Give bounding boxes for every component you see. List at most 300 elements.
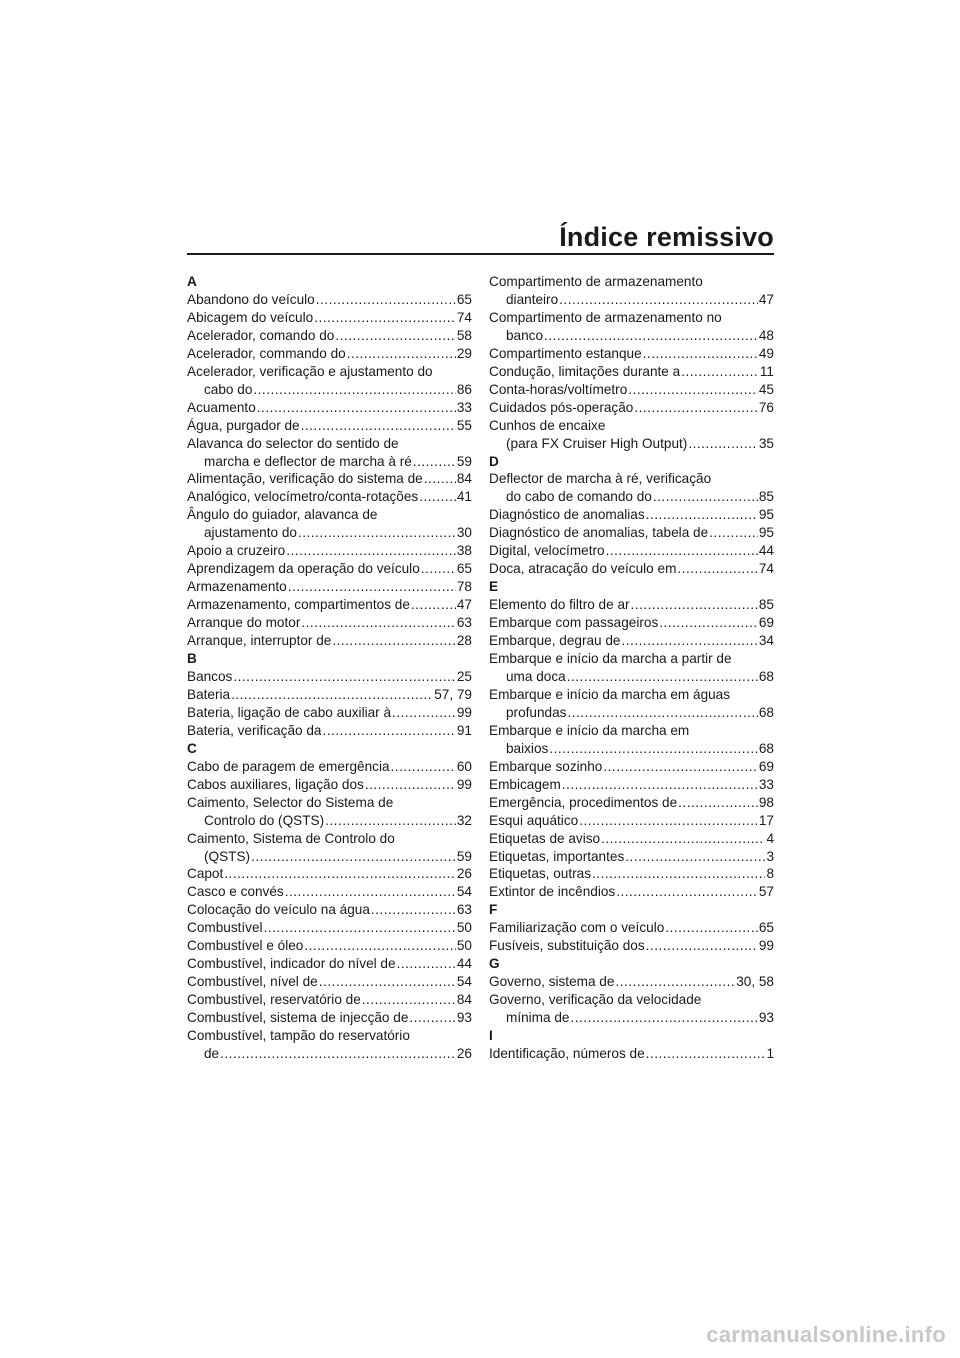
index-section-letter: B: [187, 651, 197, 667]
dot-leader: [579, 812, 758, 830]
index-entry-line: [489, 435, 774, 453]
index-section-letter: F: [489, 902, 498, 918]
index-entry: [489, 345, 774, 363]
index-entry-text: mínima de: [506, 1010, 570, 1026]
index-entry-text: Cuidados pós-operação: [489, 399, 634, 415]
index-entry-line: [489, 1045, 774, 1063]
index-entry-line: [489, 830, 774, 848]
dot-leader: [592, 865, 765, 883]
index-entry-line: [187, 381, 472, 399]
index-entry-line: [489, 686, 774, 704]
index-entry-line: [187, 776, 472, 794]
index-entry: [489, 381, 774, 399]
dot-leader: [653, 488, 758, 506]
index-entry-text: Controlo do (QSTS): [204, 812, 325, 828]
index-entry: [187, 578, 472, 596]
index-page-number: 34: [758, 633, 774, 649]
index-entry-line: [489, 524, 774, 542]
index-entry-line: [489, 865, 774, 883]
index-entry: [187, 363, 472, 399]
index-entry-text: Embarque e início da marcha a partir de: [489, 651, 732, 667]
dot-leader: [646, 506, 758, 524]
index-entry-text: dianteiro: [506, 291, 559, 307]
index-entry: [489, 506, 774, 524]
index-entry-line: [187, 327, 472, 345]
index-entry-text: baixios: [506, 740, 549, 756]
index-entry: [187, 488, 472, 506]
index-entry-text: Combustível, sistema de injecção de: [187, 1010, 409, 1026]
index-entry-text: Embarque e início da marcha em: [489, 722, 690, 738]
index-entry-line: [489, 488, 774, 506]
index-entry-text: Colocação do veículo na água: [187, 902, 370, 918]
index-page-number: 45: [758, 381, 774, 397]
index-page-number: 65: [456, 291, 472, 307]
dot-leader: [646, 937, 758, 955]
index-entry: [187, 919, 472, 937]
index-entry-text: profundas: [506, 704, 567, 720]
index-entry-line: [489, 1009, 774, 1027]
index-page-number: 48: [758, 327, 774, 343]
dot-leader: [251, 848, 456, 866]
index-column-right: [489, 273, 774, 1063]
index-entry: [489, 524, 774, 542]
index-page-number: 60: [456, 758, 472, 774]
index-entry-line: [187, 488, 472, 506]
index-entry: [489, 830, 774, 848]
index-page-number: 57: [758, 884, 774, 900]
index-page-number: 86: [456, 381, 472, 397]
index-entry: [489, 309, 774, 345]
index-page-number: 74: [758, 561, 774, 577]
index-entry-line: [187, 363, 472, 381]
index-page-number: 47: [758, 291, 774, 307]
index-page-number: 65: [758, 920, 774, 936]
index-page-number: 25: [456, 668, 472, 684]
index-entry-text: Cunhos de encaixe: [489, 417, 606, 433]
dot-leader: [678, 794, 758, 812]
index-entry-text: Etiquetas, outras: [489, 866, 592, 882]
index-entry-line: [489, 937, 774, 955]
index-entry-line: [187, 309, 472, 327]
index-entry: [187, 937, 472, 955]
index-entry: [187, 758, 472, 776]
index-page-number: 98: [758, 794, 774, 810]
index-page-number: 91: [456, 722, 472, 738]
index-entry: [187, 417, 472, 435]
index-entry-line: [489, 740, 774, 758]
index-section-letter: G: [489, 956, 500, 972]
index-entry: [187, 865, 472, 883]
index-page-number: 50: [456, 920, 472, 936]
index-entry: [187, 596, 472, 614]
index-entry-text: Acelerador, comando do: [187, 327, 335, 343]
dot-leader: [231, 686, 433, 704]
index-entry-text: Compartimento de armazenamento: [489, 274, 703, 289]
index-entry-line: [489, 327, 774, 345]
dot-leader: [622, 632, 758, 650]
index-page-number: 28: [456, 633, 472, 649]
index-entry-text: Fusíveis, substituição dos: [489, 938, 645, 954]
index-entry-line: [489, 291, 774, 309]
watermark: carmanualsonline.info: [706, 1322, 946, 1347]
dot-leader: [606, 542, 758, 560]
index-entry-line: [187, 668, 472, 686]
index-entry-line: [187, 596, 472, 614]
index-entry-line: [489, 776, 774, 794]
index-page-number: 8: [766, 866, 774, 882]
dot-leader: [631, 596, 758, 614]
index-entry: [489, 686, 774, 722]
index-entry-text: uma doca: [506, 668, 566, 684]
index-page-number: 76: [758, 399, 774, 415]
index-section-letter: A: [187, 274, 197, 289]
index-entry-text: Abicagem do veículo: [187, 309, 314, 325]
index-entry-line: [489, 417, 774, 435]
index-entry: [489, 991, 774, 1027]
dot-leader: [397, 955, 456, 973]
index-entry-text: Armazenamento: [187, 579, 287, 595]
index-entry-line: [489, 399, 774, 417]
index-entry-line: [489, 650, 774, 668]
dot-leader: [634, 399, 758, 417]
index-entry-line: [187, 991, 472, 1009]
index-page-number: 35: [758, 435, 774, 451]
index-entry-text: Embarque e início da marcha em águas: [489, 686, 731, 702]
index-entry-text: Bateria, ligação de cabo auxiliar à: [187, 704, 392, 720]
dot-leader: [559, 291, 758, 309]
index-page-number: 59: [456, 453, 472, 469]
index-entry: [489, 596, 774, 614]
index-entry-line: [187, 291, 472, 309]
index-page-number: 17: [758, 812, 774, 828]
index-entry-line: [187, 524, 472, 542]
index-page-number: 68: [758, 668, 774, 684]
dot-leader: [659, 614, 758, 632]
dot-leader: [567, 668, 758, 686]
index-page-number: 4: [766, 830, 774, 846]
dot-leader: [301, 417, 456, 435]
index-entry-text: Abandono do veículo: [187, 291, 315, 307]
index-section-letter: D: [489, 453, 499, 469]
index-entry-line: [489, 363, 774, 381]
index-entry: [489, 542, 774, 560]
index-entry-text: banco: [506, 327, 544, 343]
index-page-number: 49: [758, 345, 774, 361]
dot-leader: [681, 363, 759, 381]
index-entry: [489, 722, 774, 758]
index-entry: [187, 435, 472, 471]
index-page-number: 95: [758, 507, 774, 523]
index-entry-text: Combustível, reservatório de: [187, 992, 361, 1008]
index-entry-text: Analógico, velocímetro/conta-rotações: [187, 489, 419, 505]
dot-leader: [347, 345, 456, 363]
index-entry-text: Embarque, degrau de: [489, 633, 621, 649]
dot-leader: [298, 524, 456, 542]
index-entry: [489, 632, 774, 650]
title-rule: [187, 253, 774, 255]
page-title: Índice remissivo: [559, 222, 774, 252]
index-entry-line: [489, 758, 774, 776]
index-page-number: 58: [456, 327, 472, 343]
index-entry-line: [187, 453, 472, 471]
index-entry: [187, 722, 472, 740]
index-entry: [187, 614, 472, 632]
dot-leader: [371, 901, 456, 919]
dot-leader: [419, 488, 456, 506]
index-page-number: 78: [456, 579, 472, 595]
index-entry-line: [489, 919, 774, 937]
dot-leader: [567, 704, 757, 722]
dot-leader: [413, 453, 456, 471]
index-column-left: [187, 273, 472, 1063]
index-entry-line: [489, 470, 774, 488]
index-entry-line: [489, 309, 774, 327]
dot-leader: [288, 578, 456, 596]
index-entry-text: Combustível, indicador do nível de: [187, 956, 396, 972]
index-entry: [489, 937, 774, 955]
index-entry-text: Etiquetas, importantes: [489, 848, 625, 864]
index-page-number: 84: [456, 992, 472, 1008]
index-entry: [489, 812, 774, 830]
index-entry-line: [187, 973, 472, 991]
index-entry-line: [187, 722, 472, 740]
index-entry-text: Governo, sistema de: [489, 974, 615, 990]
index-page-number: 33: [758, 776, 774, 792]
index-page-number: 63: [456, 615, 472, 631]
index-page-number: 57, 79: [434, 686, 472, 702]
index-entry-text: ajustamento do: [204, 525, 297, 541]
index-entry-text: Extintor de incêndios: [489, 884, 616, 900]
dot-leader: [335, 327, 456, 345]
index-entry: [187, 309, 472, 327]
index-entry: [187, 1027, 472, 1063]
dot-leader: [677, 560, 757, 578]
index-entry-text: Arranque do motor: [187, 615, 301, 631]
index-entry-text: Alavanca do selector do sentido de: [187, 435, 399, 451]
index-entry-text: Água, purgador de: [187, 417, 300, 433]
dot-leader: [628, 381, 758, 399]
index-entry: [489, 470, 774, 506]
index-entry-text: Embarque sozinho: [489, 758, 603, 774]
index-page-number: 69: [758, 758, 774, 774]
index-entry: [489, 973, 774, 991]
index-entry: [187, 686, 472, 704]
index-entry-line: [187, 1009, 472, 1027]
index-entry-line: [187, 704, 472, 722]
index-entry-line: [489, 381, 774, 399]
index-entry-line: [187, 794, 472, 812]
index-entry-line: [187, 435, 472, 453]
index-entry-line: [187, 848, 472, 866]
index-page-number: 26: [456, 866, 472, 882]
dot-leader: [332, 632, 456, 650]
index-entry-line: [187, 883, 472, 901]
dot-leader: [392, 704, 456, 722]
dot-leader: [224, 865, 456, 883]
index-entry: [489, 417, 774, 453]
index-entry-line: [489, 273, 774, 291]
index-entry: [489, 614, 774, 632]
index-entry-line: [187, 614, 472, 632]
index-entry-line: [187, 919, 472, 937]
index-entry-text: Condução, limitações durante a: [489, 363, 681, 379]
index-entry-text: Familiarização com o veículo: [489, 920, 665, 936]
index-entry-text: marcha e deflector de marcha à ré: [204, 453, 412, 469]
index-entry-text: Caimento, Selector do Sistema de: [187, 794, 394, 810]
index-entry-text: Esqui aquático: [489, 812, 579, 828]
index-entry-text: Armazenamento, compartimentos de: [187, 597, 410, 613]
dot-leader: [709, 524, 758, 542]
index-page-number: 29: [456, 345, 472, 361]
index-entry: [187, 830, 472, 866]
dot-leader: [362, 991, 456, 1009]
index-entry: [187, 399, 472, 417]
index-page-number: 85: [758, 597, 774, 613]
index-entry: [187, 291, 472, 309]
index-entry: [187, 542, 472, 560]
index-entry-line: [187, 1045, 472, 1063]
dot-leader: [257, 399, 456, 417]
index-page-number: 50: [456, 938, 472, 954]
dot-leader: [325, 812, 456, 830]
index-entry-text: Ângulo do guiador, alavanca de: [187, 507, 378, 523]
index-entry-line: [187, 901, 472, 919]
index-entry-text: Combustível: [187, 920, 263, 936]
index-entry-line: [489, 883, 774, 901]
index-page-number: 47: [456, 597, 472, 613]
index-entry-text: Casco e convés: [187, 884, 284, 900]
index-page-number: 38: [456, 543, 472, 559]
index-entry-line: [187, 955, 472, 973]
dot-leader: [264, 919, 456, 937]
dot-leader: [615, 973, 735, 991]
index-entry-line: [187, 578, 472, 596]
index-entry-line: [489, 973, 774, 991]
index-entry-text: Doca, atracação do veículo em: [489, 561, 677, 577]
index-page-number: 65: [456, 561, 472, 577]
index-entry-line: [489, 614, 774, 632]
index-entry-text: Governo, verificação da velocidade: [489, 992, 702, 1008]
index-entry-line: [187, 812, 472, 830]
index-entry-text: Deflector de marcha à ré, verificação: [489, 471, 712, 487]
index-entry-line: [187, 542, 472, 560]
index-entry-line: [489, 668, 774, 686]
index-entry: [489, 560, 774, 578]
index-entry-line: [489, 506, 774, 524]
index-page-number: 85: [758, 489, 774, 505]
index-entry-text: Combustível, nível de: [187, 974, 318, 990]
index-page-number: 59: [456, 848, 472, 864]
index-entry-text: Acelerador, commando do: [187, 345, 346, 361]
index-page-number: 99: [456, 776, 472, 792]
index-entry: [187, 632, 472, 650]
index-entry: [187, 973, 472, 991]
index-entry-line: [489, 345, 774, 363]
index-entry-line: [187, 758, 472, 776]
index-entry: [187, 901, 472, 919]
index-entry-line: [187, 506, 472, 524]
dot-leader: [411, 596, 456, 614]
index-entry: [187, 668, 472, 686]
index-entry: [489, 650, 774, 686]
index-entry: [489, 758, 774, 776]
index-entry: [187, 1009, 472, 1027]
dot-leader: [314, 309, 456, 327]
dot-leader: [421, 560, 456, 578]
index-entry-line: [187, 1027, 472, 1045]
index-entry: [489, 399, 774, 417]
dot-leader: [285, 883, 456, 901]
dot-leader: [253, 381, 456, 399]
index-entry: [489, 848, 774, 866]
dot-leader: [233, 668, 456, 686]
index-entry-text: Aprendizagem da operação do veículo: [187, 561, 420, 577]
index-entry-line: [489, 560, 774, 578]
index-entry-text: Acelerador, verificação e ajustamento do: [187, 363, 433, 379]
index-page-number: 55: [456, 417, 472, 433]
index-page-number: 68: [758, 704, 774, 720]
index-entry-line: [489, 794, 774, 812]
index-entry: [187, 794, 472, 830]
index-entry-text: Digital, velocímetro: [489, 543, 605, 559]
index-entry-text: Bateria, verificação da: [187, 722, 322, 738]
index-page-number: 44: [456, 956, 472, 972]
index-page-number: 93: [758, 1010, 774, 1026]
dot-leader: [409, 1009, 455, 1027]
index-entry: [489, 865, 774, 883]
index-entry: [489, 776, 774, 794]
dot-leader: [646, 1045, 766, 1063]
dot-leader: [319, 973, 456, 991]
dot-leader: [424, 470, 456, 488]
index-entry-text: Identificação, números de: [489, 1045, 645, 1061]
index-entry-line: [489, 704, 774, 722]
index-entry-text: Alimentação, verificação do sistema de: [187, 471, 423, 487]
index-entry-text: Capot: [187, 866, 224, 882]
index-entry-line: [187, 632, 472, 650]
index-entry-text: Emergência, procedimentos de: [489, 794, 678, 810]
dot-leader: [570, 1009, 757, 1027]
index-page-number: 33: [456, 399, 472, 415]
index-entry: [187, 506, 472, 542]
index-entry: [489, 273, 774, 309]
index-entry: [187, 991, 472, 1009]
dot-leader: [549, 740, 758, 758]
index-entry: [489, 883, 774, 901]
index-entry-line: [489, 991, 774, 1009]
index-entry-text: Cabo de paragem de emergência: [187, 758, 390, 774]
index-page-number: 30, 58: [736, 974, 774, 990]
dot-leader: [316, 291, 456, 309]
index-page-number: 99: [456, 704, 472, 720]
index-section-letter: C: [187, 740, 197, 756]
index-entry-text: Compartimento estanque: [489, 345, 642, 361]
index-entry: [489, 794, 774, 812]
index-entry-text: Elemento do filtro de ar: [489, 597, 630, 613]
index-section-letter: E: [489, 579, 499, 595]
index-entry-line: [187, 686, 472, 704]
dot-leader: [562, 776, 758, 794]
index-entry: [187, 704, 472, 722]
index-page-number: 3: [766, 848, 774, 864]
index-entry-line: [187, 865, 472, 883]
index-entry-line: [489, 542, 774, 560]
dot-leader: [601, 830, 765, 848]
index-entry-text: Arranque, interruptor de: [187, 633, 332, 649]
index-entry-text: de: [204, 1045, 220, 1061]
index-page-number: 84: [456, 471, 472, 487]
dot-leader: [391, 758, 456, 776]
